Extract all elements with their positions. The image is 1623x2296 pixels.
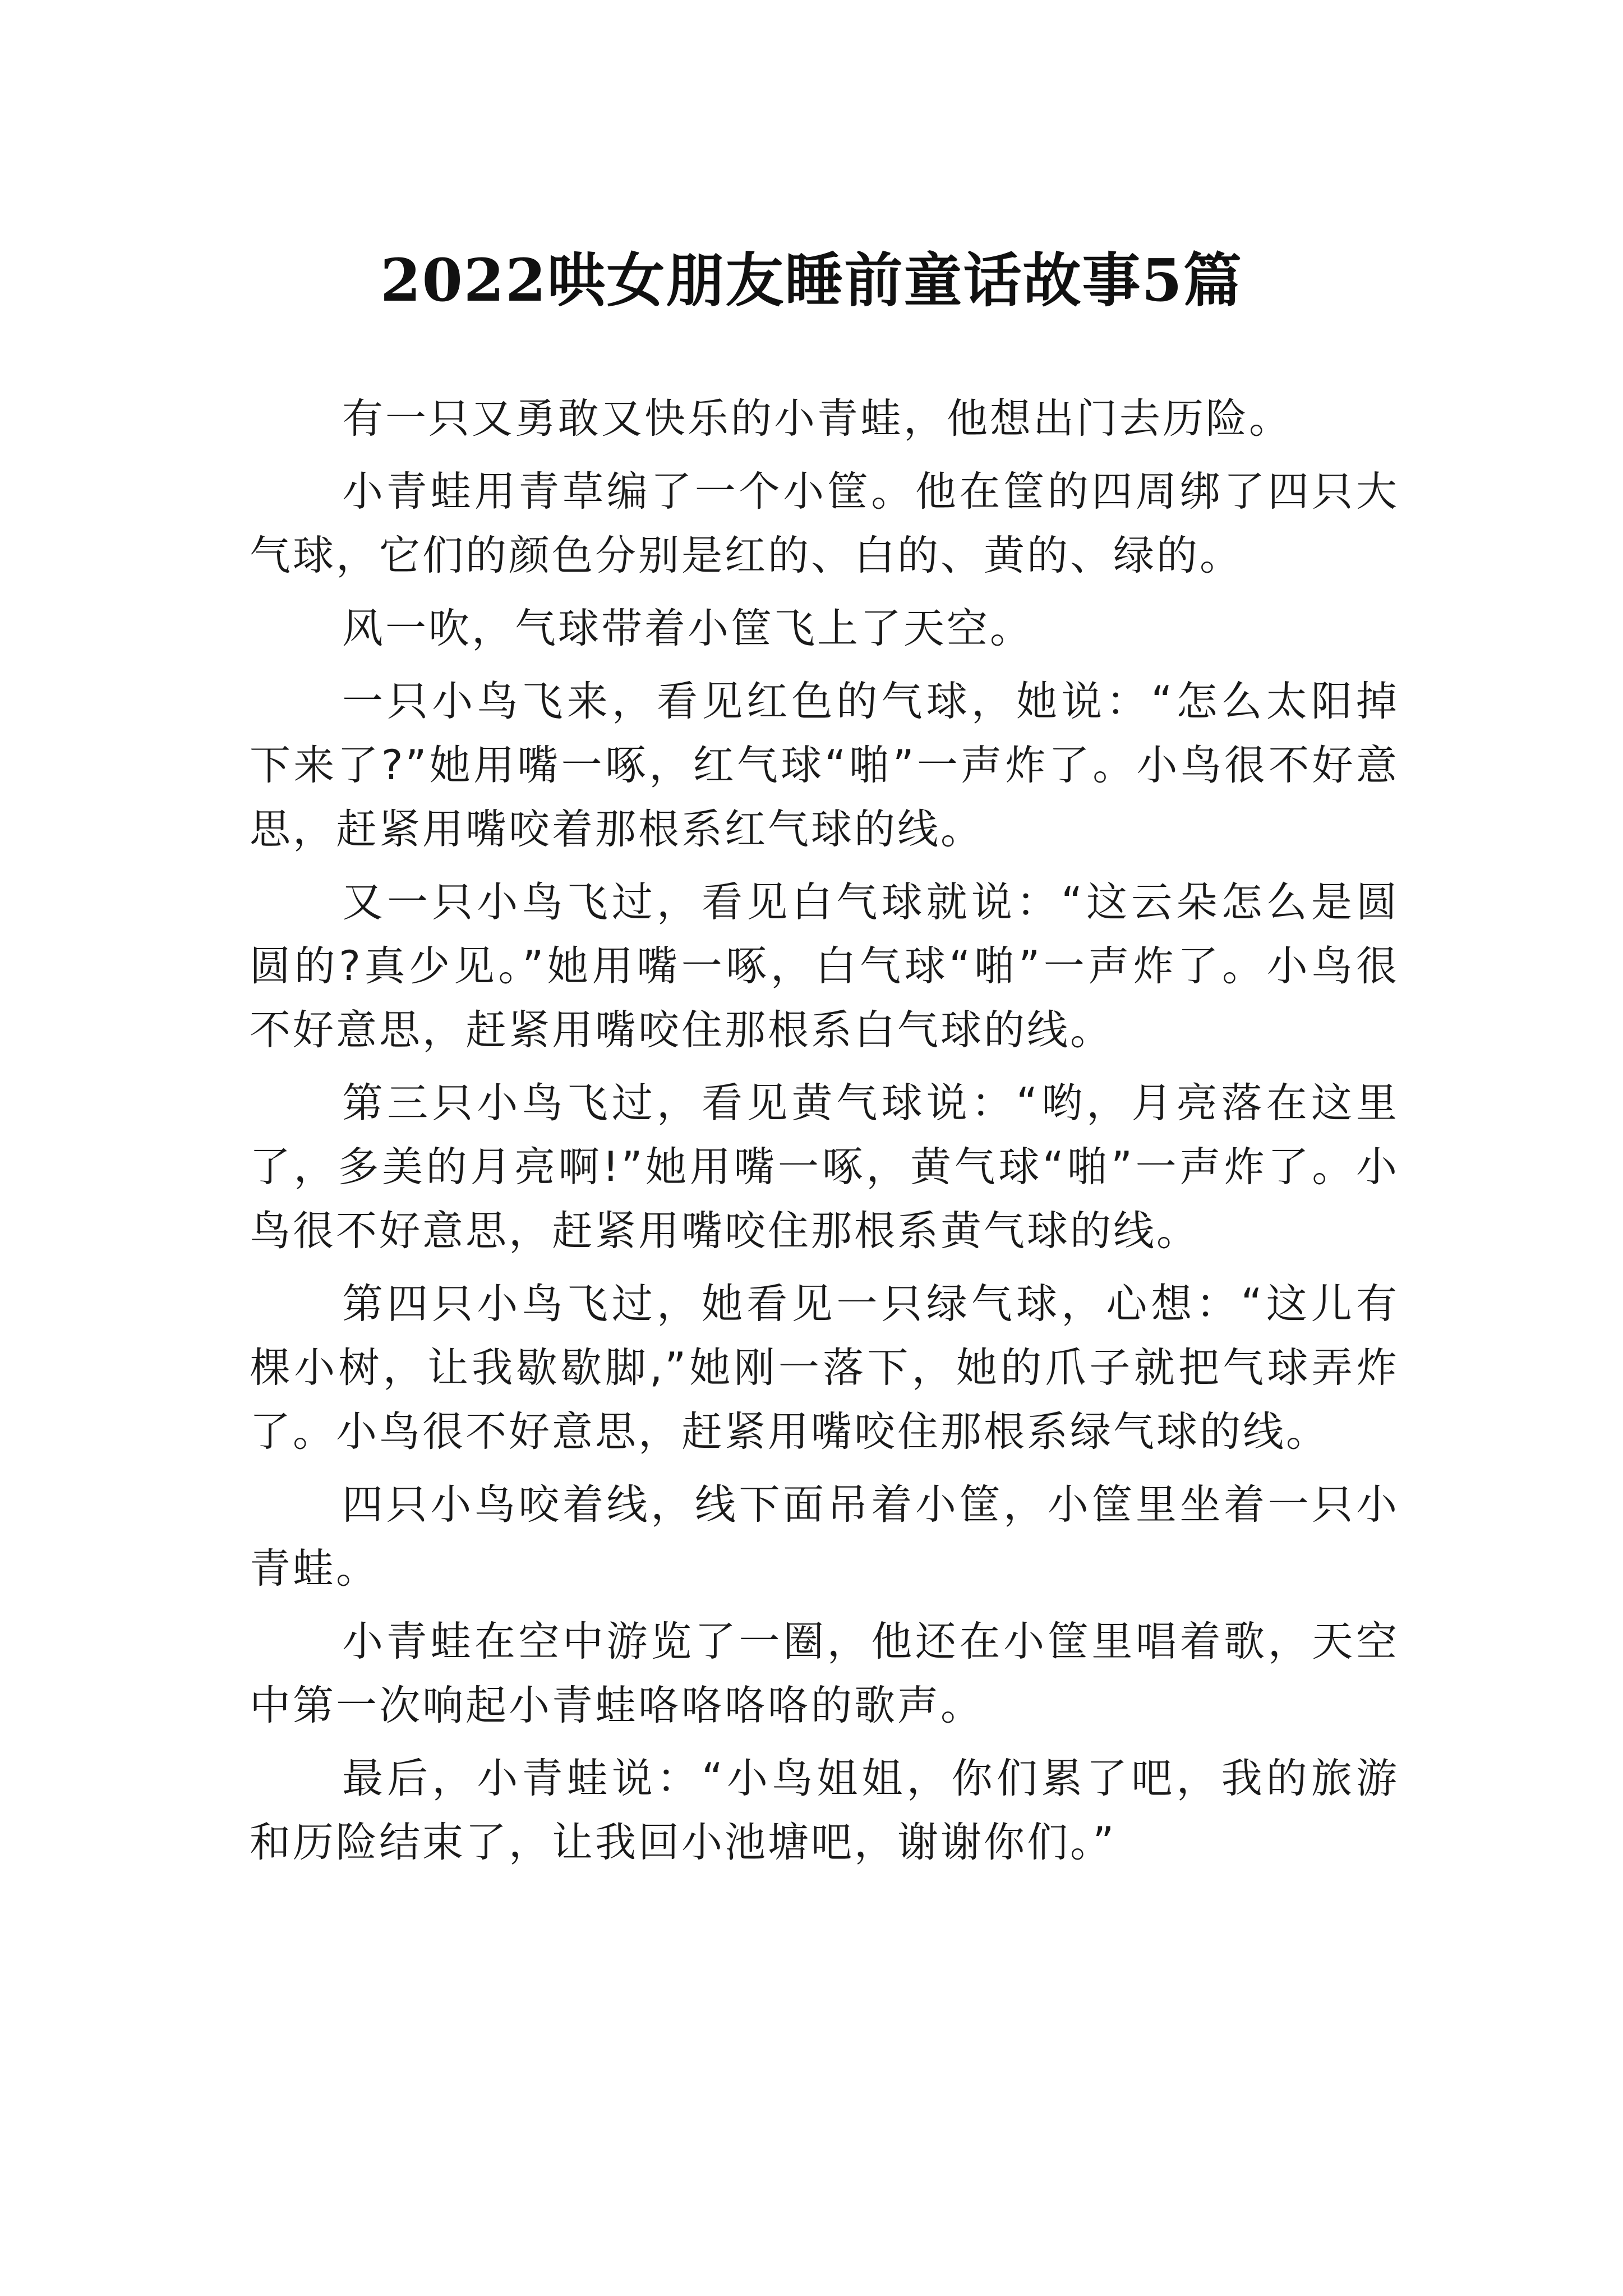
paragraph: 有一只又勇敢又快乐的小青蛙，他想出门去历险。 [342,395,1292,443]
paragraph: 风一吹，气球带着小筐飞上了天空。 [342,605,1033,652]
document-body [250,387,1399,1884]
paragraph: 第三只小鸟飞过，看见黄气球说：“哟，月亮落在这里了，多美的月亮啊!”她用嘴一啄，黄气球“啪”一声炸了。小鸟很不好意思，赶紧用嘴咬住那根系黄气球的线。 [250,1079,1399,1255]
paragraph: 又一只小鸟飞过，看见白气球就说：“这云朵怎么是圆圆的?真少见。”她用嘴一啄，白气球“啪”一声炸了。小鸟很不好意思，赶紧用嘴咬住那根系白气球的线。 [250,878,1399,1054]
paragraph: 最后，小青蛙说：“小鸟姐姐，你们累了吧，我的旅游和历险结束了，让我回小池塘吧，谢谢你们。” [250,1755,1399,1866]
paragraph: 一只小鸟飞来，看见红色的气球，她说：“怎么太阳掉下来了?”她用嘴一啄，红气球“啪”一声炸了。小鸟很不好意思，赶紧用嘴咬着那根系红气球的线。 [250,678,1399,853]
paragraph: 四只小鸟咬着线，线下面吊着小筐，小筐里坐着一只小青蛙。 [250,1481,1399,1593]
paragraph: 小青蛙用青草编了一个小筐。他在筐的四周绑了四只大气球，它们的颜色分别是红的、白的、黄的、绿的。 [250,468,1399,579]
paragraph: 小青蛙在空中游览了一圈，他还在小筐里唱着歌，天空中第一次响起小青蛙咯咯咯咯的歌声。 [250,1618,1399,1729]
document-title: 2022哄女朋友睡前童话故事5篇 [380,245,1243,315]
paragraph: 第四只小鸟飞过，她看见一只绿气球，心想：“这儿有棵小树，让我歇歇脚,”她刚一落下，她的爪子就把气球弄炸了。小鸟很不好意思，赶紧用嘴咬住那根系绿气球的线。 [250,1280,1399,1456]
